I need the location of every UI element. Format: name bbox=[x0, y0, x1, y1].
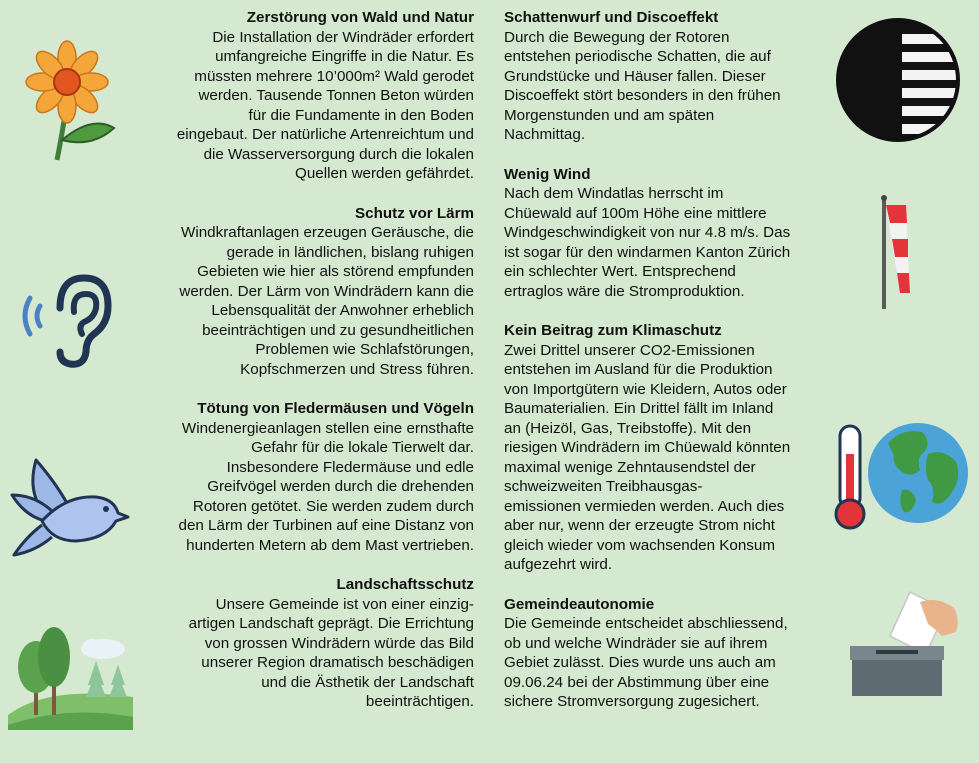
section-body: Windkraftanlagen erzeugen Geräusche, die gerade in ländlichen, bislang ruhigen Gebieten wie hier als störend empfunden werden. Der Lärm von Windrädern kann die Lebensqualität der Anwohner erheblich beeinträchtigen und zu gesundheitlichen Problemen wie Schlafstörungen, Kopfschmerzen und Stress führen. bbox=[179, 224, 474, 378]
flower-icon bbox=[22, 40, 117, 165]
section-title: Tötung von Fledermäusen und Vögeln bbox=[197, 400, 474, 417]
ballot-box-icon bbox=[850, 588, 965, 698]
left-column bbox=[130, 8, 474, 712]
section-landscape bbox=[130, 575, 474, 712]
section-little-wind bbox=[504, 165, 834, 302]
section-body: Zwei Drittel unserer CO2-Emissionen entstehen im Ausland für die Produktion von Importgütern wie Kleidern, Autos oder Baumaterialien. Ein Drittel fällt im Inland an (Heizöl, Gas, Treibstoffe). Mit den riesigen Windrädern im Chüewald könnten maximal wenige Zehntausendstel der schweizweiten Treibhausgas- emissionen vermieden werden. Auch dies aber nur, wenn der erzeugte Strom nicht gleich wieder vom wachsenden Konsum aufgezehrt wird. bbox=[504, 341, 791, 573]
climate-icon bbox=[832, 418, 972, 533]
section-wildlife bbox=[130, 399, 474, 555]
section-title: Schattenwurf und Discoeffekt bbox=[504, 9, 719, 26]
section-body: Nach dem Windatlas herrscht im Chüewald auf 100m Höhe eine mittlere Windgeschwindigkeit von nur 4.8 m/s. Das ist sogar für den windarmen Kanton Zürich ein schlechter Wert. Entsprechend ertraglos wäre die Stromproduktion. bbox=[504, 185, 791, 300]
section-municipal-autonomy bbox=[504, 595, 834, 712]
ear-icon bbox=[12, 268, 112, 368]
section-forest-destruction bbox=[130, 8, 474, 184]
section-noise-protection bbox=[130, 204, 474, 380]
section-body: Die Gemeinde entscheidet abschliessend, ob und welche Windräder sie auf ihrem Gebiet zulässt. Dies wurde uns auch am 09.06.24 bei der Abstimmung über eine sichere Stromversorgung zugesichert. bbox=[504, 615, 788, 710]
windsock-icon bbox=[872, 195, 920, 310]
right-column bbox=[504, 8, 834, 712]
section-shadow-flicker bbox=[504, 8, 834, 145]
section-title: Zerstörung von Wald und Natur bbox=[246, 9, 474, 26]
section-body: Unsere Gemeinde ist von einer einzig- artigen Landschaft geprägt. Die Errichtung von grossen Windrädern würde das Bild unserer Region dramatisch beschädigen und die Ästhetik der Landschaft beeinträchtigen. bbox=[188, 595, 474, 710]
shadow-flicker-icon bbox=[836, 18, 960, 142]
section-title: Landschaftsschutz bbox=[336, 576, 474, 593]
section-body: Durch die Bewegung der Rotoren entstehen periodische Schatten, die auf Grundstücke und Häuser fallen. Dieser Discoeffekt stört besonders in den frühen Morgenstunden und am späten Nachmittag. bbox=[504, 28, 781, 143]
section-body: Windenergieanlagen stellen eine ernsthafte Gefahr für die lokale Tierwelt dar. Insbesondere Fledermäuse und edle Greifvögel werden durch die drehenden Rotoren getötet. Sie werden zudem durch den Lärm der Turbinen auf eine Distanz von hunderten Metern ab dem Mast vertrieben. bbox=[178, 419, 474, 554]
landscape-icon bbox=[8, 625, 133, 730]
section-climate bbox=[504, 321, 834, 575]
section-title: Wenig Wind bbox=[504, 165, 591, 183]
section-title: Schutz vor Lärm bbox=[355, 204, 474, 222]
section-title: Gemeindeautonomie bbox=[504, 595, 655, 613]
section-title: Kein Beitrag zum Klimaschutz bbox=[504, 322, 722, 339]
bird-icon bbox=[6, 455, 131, 560]
section-body: Die Installation der Windräder erfordert umfangreiche Eingriffe in die Natur. Es müssten mehrere 10’000m² Wald gerodet werden. Tausende Tonnen Beton würden für die Fundamente in den Boden eingebaut. Der natürliche Artenreichtum und die Wasserversorgung durch die lokalen Quellen werden gefährdet. bbox=[176, 28, 474, 182]
